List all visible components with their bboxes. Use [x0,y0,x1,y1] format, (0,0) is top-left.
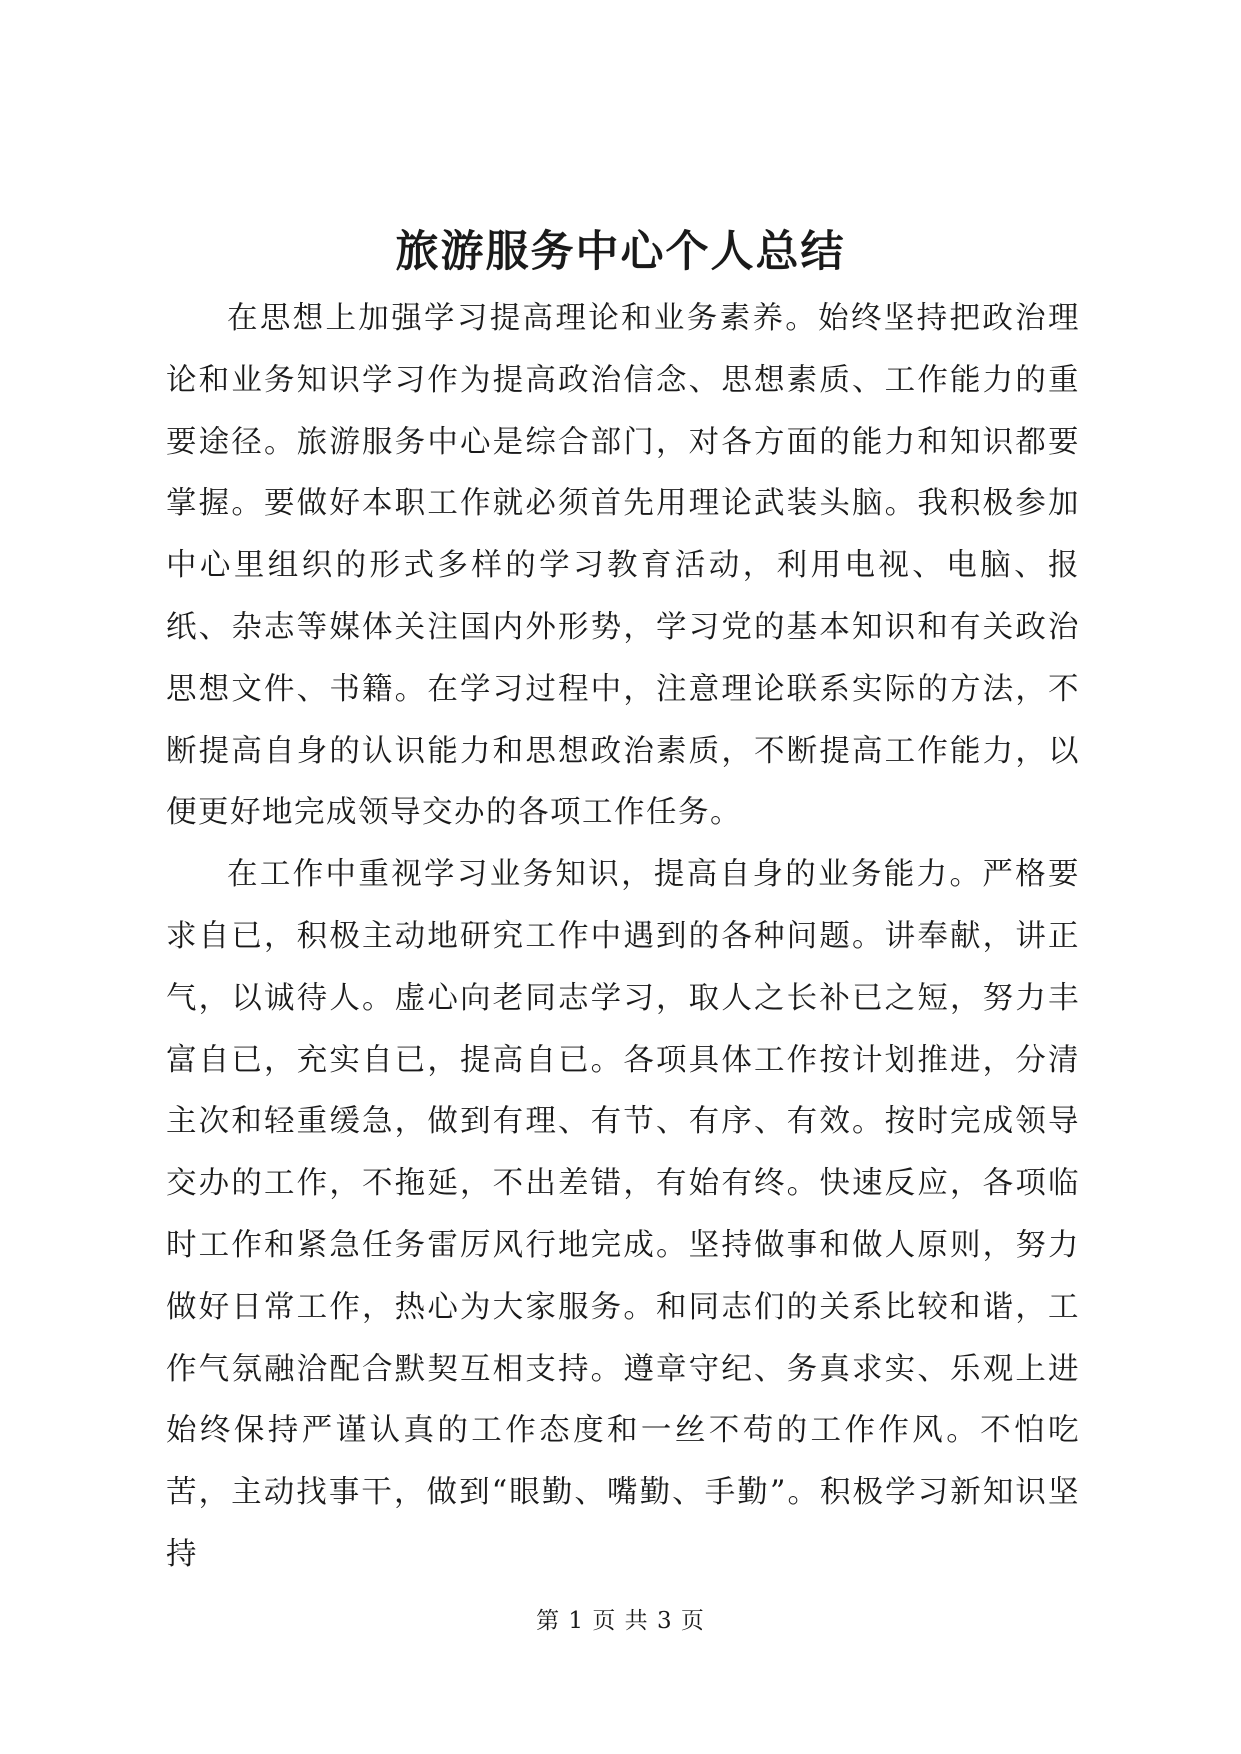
paragraph: 在工作中重视学习业务知识，提高自身的业务能力。严格要求自已，积极主动地研究工作中遇到的各种问题。讲奉献，讲正气，以诚待人。虚心向老同志学习，取人之长补已之短，努力丰富自已，充实自已，提高自已。各项具体工作按计划推进，分清主次和轻重缓急，做到有理、有节、有序、有效。按时完成领导交办的工作，不拖延，不出差错，有始有终。快速反应，各项临时工作和紧急任务雷厉风行地完成。坚持做事和做人原则，努力做好日常工作，热心为大家服务。和同志们的关系比较和谐，工作气氛融洽配合默契互相支持。遵章守纪、务真求实、乐观上进始终保持严谨认真的工作态度和一丝不苟的工作作风。不怕吃苦，主动找事干，做到“眼勤、嘴勤、手勤”。积极学习新知识坚持 [166,857,1080,1572]
document-title: 旅游服务中心个人总结 [395,227,846,277]
paragraph: 在思想上加强学习提高理论和业务素养。始终坚持把政治理论和业务知识学习作为提高政治信念、思想素质、工作能力的重要途径。旅游服务中心是综合部门，对各方面的能力和知识都要掌握。要做好本职工作就必须首先用理论武装头脑。我积极参加中心里组织的形式多样的学习教育活动，利用电视、电脑、报纸、杂志等媒体关注国内外形势，学习党的基本知识和有关政治思想文件、书籍。在学习过程中，注意理论联系实际的方法，不断提高自身的认识能力和思想政治素质，不断提高工作能力，以便更好地完成领导交办的各项工作任务。 [166,301,1080,831]
document-body [166,288,1080,1586]
page-number-footer: 第 1 页 共 3 页 [536,1608,705,1634]
